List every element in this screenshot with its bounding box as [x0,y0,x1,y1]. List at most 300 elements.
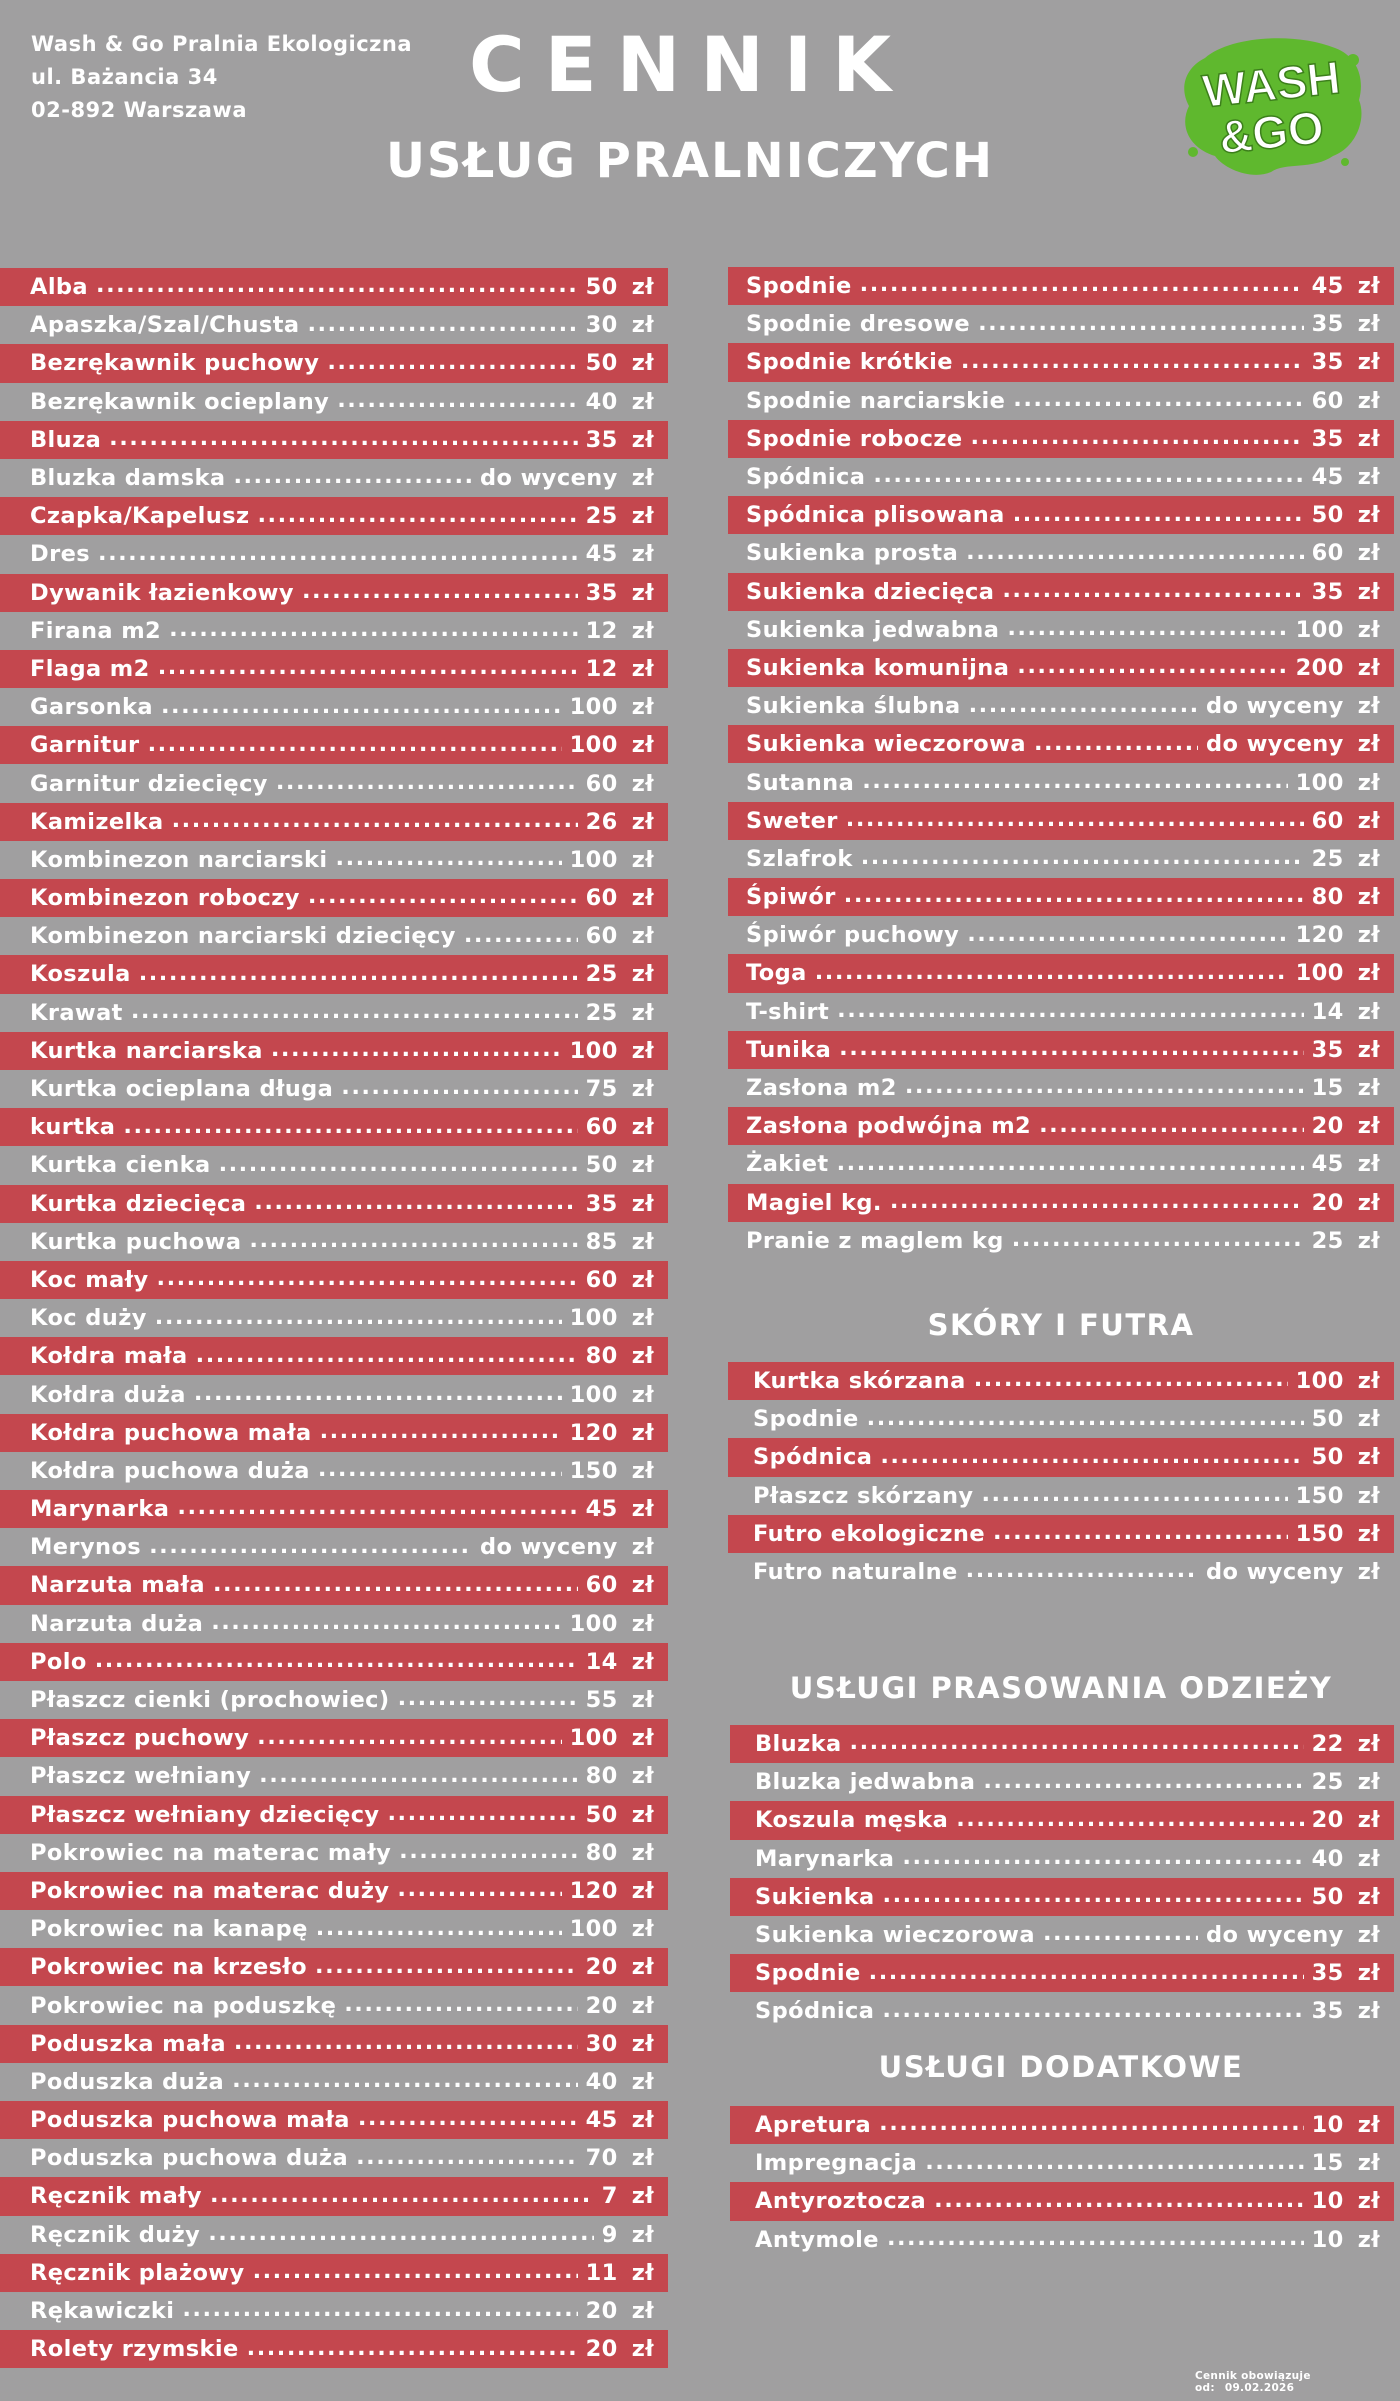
item-name: Spodnie narciarskie [746,387,1006,414]
item-price: 100 [1295,769,1344,796]
dot-leader [873,462,1303,491]
item-name: Płaszcz wełniany dziecięcy [30,1801,380,1828]
item-price: 45 [1311,1151,1344,1178]
price-list-ironing [730,1725,1394,2031]
currency-label: zł [631,846,654,873]
item-price: 22 [1311,1731,1344,1758]
item-price: 100 [569,1725,618,1752]
dot-leader [210,2182,594,2211]
item-name: Kurtka skórzana [753,1368,966,1395]
business-name: Wash & Go Pralnia Ekologiczna [31,32,413,56]
currency-label: zł [1357,1075,1380,1102]
dot-leader [139,960,578,989]
item-name: Sutanna [746,769,855,796]
item-price: 55 [585,1687,618,1714]
currency-label: zł [631,1190,654,1217]
item-name: Garsonka [30,694,153,721]
item-name: Sukienka prosta [746,540,959,567]
dot-leader [879,2110,1303,2139]
currency-label: zł [1357,1769,1380,1796]
item-name: Polo [30,1648,87,1675]
price-row [730,1725,1394,1763]
price-row [0,1757,668,1795]
section-title-leather-fur: SKÓRY I FUTRA [927,1308,1195,1342]
item-name: Pokrowiec na poduszkę [30,1992,337,2019]
dot-leader [971,424,1304,453]
item-price: 100 [569,1610,618,1637]
item-name: Koszula [30,961,131,988]
item-name: Kurtka narciarska [30,1037,263,1064]
item-price: 35 [1311,1960,1344,1987]
currency-label: zł [631,770,654,797]
item-price: 80 [585,1763,618,1790]
price-row [728,267,1394,305]
price-row [0,535,668,573]
price-row [728,611,1394,649]
price-row [728,763,1394,801]
item-name: Krawat [30,999,123,1026]
dot-leader [249,1227,577,1256]
item-price: 80 [1311,884,1344,911]
currency-label: zł [1357,922,1380,949]
item-name: Dres [30,541,91,568]
item-price: 25 [1311,1769,1344,1796]
item-name: Pokrowiec na kanapę [30,1916,308,1943]
item-name: Sukienka dziecięca [746,578,995,605]
currency-label: zł [631,1037,654,1064]
dot-leader [846,806,1304,835]
price-row [728,458,1394,496]
currency-label: zł [631,1763,654,1790]
currency-label: zł [1357,2112,1380,2139]
price-row [0,1261,668,1299]
item-price: do wyceny [480,1534,618,1561]
price-row [730,1878,1394,1916]
item-price: 25 [585,999,618,1026]
currency-label: zł [631,617,654,644]
price-row [0,1337,668,1375]
price-row [0,612,668,650]
item-name: Bluzka [755,1731,842,1758]
item-price: 60 [585,1266,618,1293]
currency-label: zł [631,350,654,377]
price-row [730,1954,1394,1992]
item-price: 35 [585,1190,618,1217]
item-name: Kombinezon narciarski dziecięcy [30,923,456,950]
item-price: 9 [601,2221,618,2248]
price-row [730,1916,1394,1954]
item-name: Poduszka puchowa mała [30,2107,350,2134]
currency-label: zł [631,655,654,682]
currency-label: zł [1357,1960,1380,1987]
dot-leader [96,272,578,301]
currency-label: zł [631,388,654,415]
price-row [728,687,1394,725]
item-name: Płaszcz wełniany [30,1763,252,1790]
validity-note [1195,2370,1400,2394]
price-row [0,1185,668,1223]
currency-label: zł [631,999,654,1026]
postal-city: 02-892 Warszawa [31,98,247,122]
item-name: Śpiwór [746,884,836,911]
dot-leader [253,2258,578,2287]
dot-leader [1017,653,1287,682]
item-name: Narzuta mała [30,1572,205,1599]
dot-leader [148,731,562,760]
price-row [0,1948,668,1986]
item-price: 100 [569,846,618,873]
price-row [0,1032,668,1070]
price-row [0,1872,668,1910]
dot-leader [1012,1226,1304,1255]
dot-leader [247,2335,578,2364]
price-row [728,1477,1394,1515]
price-row [0,803,668,841]
item-price: 10 [1311,2226,1344,2253]
dot-leader [925,2149,1303,2178]
section-title-ironing: USŁUGI PRASOWANIA ODZIEŻY [789,1671,1333,1705]
price-row [0,2254,668,2292]
item-price: 50 [585,1152,618,1179]
price-row [728,1222,1394,1260]
price-list-right [728,267,1394,1260]
price-row [0,1414,668,1452]
dot-leader [860,271,1304,300]
dot-leader [398,1685,578,1714]
item-price: 14 [1311,998,1344,1025]
item-name: Kołdra puchowa duża [30,1457,310,1484]
price-row [0,2025,668,2063]
item-name: Płaszcz cienki (prochowiec) [30,1687,390,1714]
currency-label: zł [631,923,654,950]
currency-label: zł [1357,1731,1380,1758]
currency-label: zł [631,1381,654,1408]
item-price: 50 [585,274,618,301]
price-row [728,916,1394,954]
currency-label: zł [631,1610,654,1637]
item-name: Marynarka [755,1845,895,1872]
currency-label: zł [631,1343,654,1370]
price-row [0,1605,668,1643]
dot-leader [259,1762,577,1791]
item-price: 70 [585,2145,618,2172]
item-price: 35 [1311,349,1344,376]
currency-label: zł [1357,884,1380,911]
currency-label: zł [1357,273,1380,300]
item-price: 60 [585,885,618,912]
item-price: 50 [1311,1883,1344,1910]
dot-leader [1013,386,1303,415]
item-price: 45 [1311,464,1344,491]
dot-leader [981,1481,1287,1510]
currency-label: zł [631,1419,654,1446]
price-row [728,305,1394,343]
dot-leader [983,1768,1303,1797]
dot-leader [172,807,578,836]
price-row [0,306,668,344]
currency-label: zł [631,732,654,759]
currency-label: zł [1357,616,1380,643]
price-row [0,1490,668,1528]
item-name: Rękawiczki [30,2298,175,2325]
item-name: Sukienka wieczorowa [746,731,1026,758]
currency-label: zł [631,579,654,606]
item-price: 20 [585,2336,618,2363]
item-name: Sukienka wieczorowa [755,1922,1035,1949]
currency-label: zł [631,808,654,835]
price-row [728,878,1394,916]
item-name: Spódnica [755,1998,875,2025]
item-name: Sukienka [755,1883,875,1910]
item-price: do wyceny [1206,1559,1344,1586]
dot-leader [276,769,578,798]
price-row [0,1070,668,1108]
item-price: 15 [1311,1075,1344,1102]
item-price: 50 [585,1801,618,1828]
dot-leader [1007,615,1287,644]
item-name: Impregnacja [755,2150,918,2177]
price-row [0,2177,668,2215]
item-price: 120 [569,1877,618,1904]
item-name: Poduszka mała [30,2030,226,2057]
price-row [0,688,668,726]
currency-label: zł [631,1687,654,1714]
price-row [730,2106,1394,2144]
item-price: 40 [585,2068,618,2095]
currency-label: zł [631,1305,654,1332]
dot-leader [213,1571,578,1600]
dot-leader [869,1959,1304,1988]
dot-leader [969,692,1198,721]
currency-label: zł [1357,578,1380,605]
item-price: 45 [1311,273,1344,300]
price-row [0,1796,668,1834]
price-row [0,2063,668,2101]
item-price: 35 [1311,425,1344,452]
currency-label: zł [1357,1845,1380,1872]
page-subtitle: USŁUG PRALNICZYCH [385,133,995,189]
item-price: 45 [585,1496,618,1523]
item-name: Kołdra puchowa mała [30,1419,312,1446]
item-name: Czapka/Kapelusz [30,503,250,530]
item-name: Firana m2 [30,617,162,644]
item-name: Magiel kg. [746,1189,882,1216]
item-name: Futro naturalne [753,1559,958,1586]
price-row [728,496,1394,534]
price-row [0,764,668,802]
dot-leader [196,1342,578,1371]
currency-label: zł [631,503,654,530]
price-row [0,650,668,688]
item-name: Spódnica plisowana [746,502,1005,529]
item-name: Apretura [755,2112,872,2139]
dot-leader [177,1494,577,1523]
wash-and-go-logo [1175,30,1370,180]
currency-label: zł [631,1457,654,1484]
currency-label: zł [1357,731,1380,758]
item-name: Kołdra mała [30,1343,188,1370]
price-row [728,534,1394,572]
dot-leader [232,2067,577,2096]
price-row [728,1553,1394,1591]
dot-leader [302,578,578,607]
dot-leader [356,2144,578,2173]
price-row [728,1031,1394,1069]
currency-label: zł [1357,807,1380,834]
dot-leader [890,1188,1304,1217]
price-row [730,2221,1394,2259]
item-price: 80 [585,1839,618,1866]
item-price: 20 [1311,1189,1344,1216]
dot-leader [257,502,577,531]
item-price: 20 [1311,1807,1344,1834]
dot-leader [388,1800,578,1829]
price-row [0,421,668,459]
currency-label: zł [1357,2150,1380,2177]
price-row [728,1400,1394,1438]
currency-label: zł [631,541,654,568]
item-price: 25 [585,961,618,988]
item-price: 14 [585,1648,618,1675]
dot-leader [902,1844,1303,1873]
dot-leader [307,311,577,340]
item-price: 45 [585,2107,618,2134]
item-price: 35 [1311,1036,1344,1063]
item-price: 25 [1311,845,1344,872]
item-name: Apaszka/Szal/Chusta [30,312,300,339]
item-name: Spodnie krótkie [746,349,953,376]
item-price: 150 [1295,1520,1344,1547]
currency-label: zł [1357,1922,1380,1949]
item-price: 35 [585,579,618,606]
currency-label: zł [1357,1482,1380,1509]
item-price: 60 [585,770,618,797]
dot-leader [1013,501,1304,530]
price-row [0,1223,668,1261]
dot-leader [966,1557,1198,1586]
item-name: Poduszka duża [30,2068,225,2095]
item-price: 60 [585,1114,618,1141]
price-row [730,1801,1394,1839]
currency-label: zł [1357,349,1380,376]
dot-leader [194,1380,562,1409]
item-name: Koc mały [30,1266,149,1293]
item-price: 100 [569,1381,618,1408]
currency-label: zł [1357,1807,1380,1834]
currency-label: zł [631,1877,654,1904]
dot-leader [95,1647,578,1676]
item-name: Ręcznik duży [30,2221,201,2248]
item-name: Kurtka cienka [30,1152,211,1179]
currency-label: zł [1357,960,1380,987]
currency-label: zł [631,1916,654,1943]
validity-date: 09.02.2026 [1224,2382,1295,2394]
price-row [728,420,1394,458]
price-row [730,1763,1394,1801]
item-name: Kombinezon narciarski [30,846,328,873]
dot-leader [839,1035,1303,1064]
price-row [0,1108,668,1146]
item-name: kurtka [30,1114,116,1141]
currency-label: zł [1357,464,1380,491]
dot-leader [161,693,562,722]
dot-leader [308,883,578,912]
currency-label: zł [631,2068,654,2095]
price-row [728,1515,1394,1553]
currency-label: zł [631,1992,654,2019]
item-name: Kamizelka [30,808,164,835]
dot-leader [344,1991,577,2020]
item-price: 50 [1311,502,1344,529]
dot-leader [1039,1112,1304,1141]
currency-label: zł [1357,1559,1380,1586]
item-price: 100 [569,1916,618,1943]
price-row [0,1986,668,2024]
dot-leader [883,1882,1304,1911]
dot-leader [967,921,1287,950]
item-name: Kurtka puchowa [30,1228,242,1255]
price-row [0,1643,668,1681]
price-row [0,497,668,535]
item-name: Kurtka dziecięca [30,1190,247,1217]
price-row [0,2292,668,2330]
price-list-leather-fur [728,1362,1394,1591]
item-price: 11 [585,2259,618,2286]
price-row [728,1362,1394,1400]
dot-leader [978,310,1304,339]
item-name: Antyroztocza [755,2188,927,2215]
item-price: 7 [601,2183,618,2210]
item-name: Marynarka [30,1496,170,1523]
currency-label: zł [631,2107,654,2134]
price-row [0,1452,668,1490]
dot-leader [815,959,1288,988]
item-price: 100 [1295,960,1344,987]
price-row [0,879,668,917]
price-row [0,726,668,764]
currency-label: zł [1357,425,1380,452]
currency-label: zł [631,1228,654,1255]
item-name: Garnitur [30,732,140,759]
price-row [0,917,668,955]
item-price: 20 [585,1992,618,2019]
price-row [0,2216,668,2254]
currency-label: zł [1357,1113,1380,1140]
currency-label: zł [1357,1036,1380,1063]
dot-leader [1034,730,1198,759]
currency-label: zł [631,465,654,492]
currency-label: zł [1357,311,1380,338]
item-name: Kołdra duża [30,1381,186,1408]
currency-label: zł [631,694,654,721]
currency-label: zł [631,2259,654,2286]
item-name: Spódnica [746,464,866,491]
price-row [728,840,1394,878]
item-price: 20 [585,2298,618,2325]
dot-leader [155,1304,562,1333]
item-name: Bluzka damska [30,465,226,492]
item-price: 35 [1311,311,1344,338]
item-name: Spodnie dresowe [746,311,971,338]
item-price: 10 [1311,2188,1344,2215]
logo-text-wash: WASH [1199,51,1343,118]
currency-label: zł [1357,769,1380,796]
item-name: Merynos [30,1534,142,1561]
currency-label: zł [631,2183,654,2210]
item-price: 35 [1311,1998,1344,2025]
item-name: Koszula męska [755,1807,949,1834]
dot-leader [157,1265,578,1294]
